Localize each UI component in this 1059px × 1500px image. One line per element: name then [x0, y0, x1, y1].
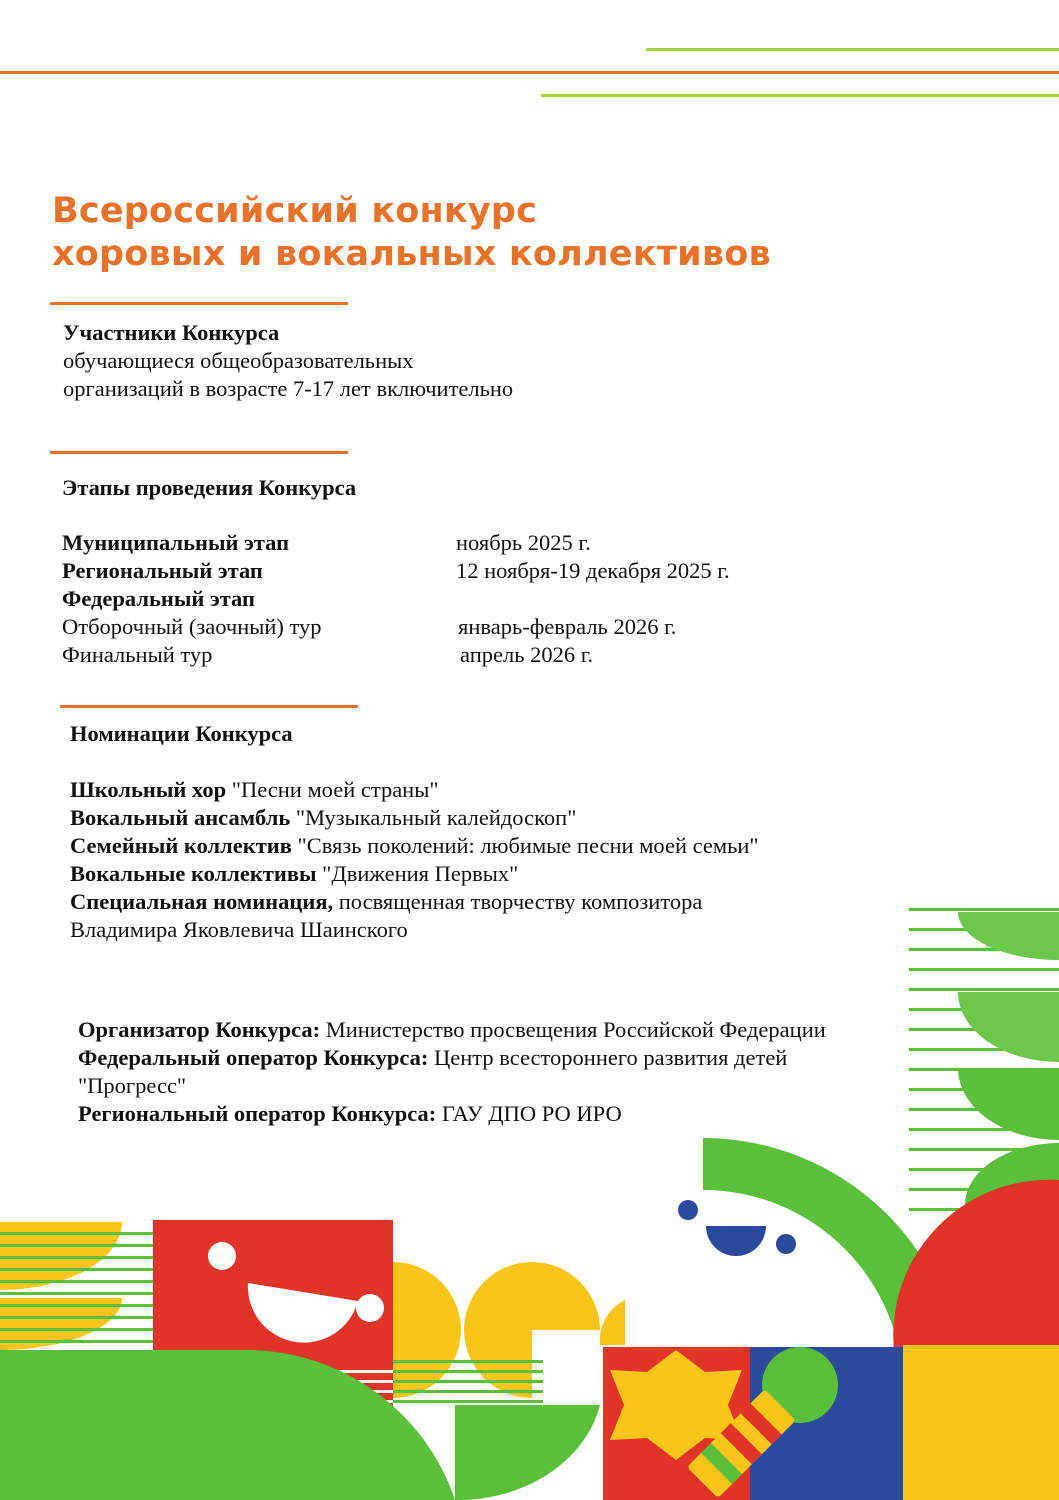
nomination-item	[70, 888, 759, 916]
page-title	[52, 190, 771, 276]
stage-label-selection: Отборочный (заочный) тур	[62, 614, 322, 639]
nomination-subtitle: посвященная творчеству композитора	[333, 889, 703, 914]
nomination-subtitle: "Музыкальный калейдоскоп"	[290, 805, 577, 830]
federal-operator-continuation: "Прогресс"	[78, 1073, 187, 1098]
section-divider-stages	[50, 451, 348, 454]
section-divider-participants	[50, 302, 348, 305]
stage-date-regional: 12 ноября-19 декабря 2025 г.	[456, 558, 730, 583]
organizers-section	[78, 1016, 826, 1128]
top-accent-line-green-2	[541, 94, 1059, 97]
stage-label-regional: Региональный этап	[62, 558, 263, 583]
stage-label-final: Финальный тур	[62, 642, 213, 667]
nomination-subtitle: "Песни моей страны"	[226, 777, 439, 802]
nomination-item	[70, 860, 759, 888]
nomination-title: Школьный хор	[70, 777, 227, 802]
right-stripes	[909, 908, 1059, 1211]
federal-operator-value: Центр всестороннего развития детей	[428, 1045, 788, 1070]
nominations-heading: Номинации Конкурса	[70, 721, 293, 746]
nomination-title: Семейный коллектив	[70, 833, 292, 858]
nomination-item	[70, 832, 759, 860]
participants-line-2: организаций в возрасте 7-17 лет включительно	[63, 376, 514, 401]
nomination-continuation: Владимира Яковлевича Шаинского	[70, 917, 408, 942]
regional-operator-row	[78, 1100, 826, 1128]
organizer-label: Организатор Конкурса:	[78, 1017, 321, 1042]
organizer-row	[78, 1016, 826, 1044]
nomination-subtitle: "Движения Первых"	[316, 861, 519, 886]
organizer-value: Министерство просвещения Российской Федерации	[320, 1017, 826, 1042]
title-line-1: Всероссийский конкурс	[52, 191, 538, 231]
stage-date-municipal: ноябрь 2025 г.	[456, 530, 591, 555]
stage-label-municipal: Муниципальный этап	[62, 530, 290, 555]
regional-operator-value: ГАУ ДПО РО ИРО	[436, 1101, 622, 1126]
top-accent-line-green-1	[646, 48, 1059, 51]
section-divider-nominations	[60, 705, 358, 708]
nomination-title: Вокальные коллективы	[70, 861, 317, 886]
participants-section	[63, 319, 513, 403]
stage-date-selection: январь-февраль 2026 г.	[458, 614, 677, 639]
nomination-title: Вокальный ансамбль	[70, 805, 291, 830]
title-line-2: хоровых и вокальных коллективов	[52, 234, 771, 274]
nomination-subtitle: "Связь поколений: любимые песни моей семьи"	[291, 833, 759, 858]
regional-operator-label: Региональный оператор Конкурса:	[78, 1101, 437, 1126]
stages-heading: Этапы проведения Конкурса	[62, 475, 357, 500]
nomination-item	[70, 776, 759, 804]
nomination-title: Специальная номинация,	[70, 889, 334, 914]
participants-line-1: обучающиеся общеобразовательных	[63, 348, 414, 373]
stage-date-final: апрель 2026 г.	[460, 642, 594, 667]
participants-heading: Участники Конкурса	[63, 320, 280, 345]
stage-label-federal: Федеральный этап	[62, 586, 255, 611]
nominations-list	[70, 776, 759, 944]
nomination-item	[70, 804, 759, 832]
federal-operator-label: Федеральный оператор Конкурса:	[78, 1045, 429, 1070]
federal-operator-row	[78, 1044, 826, 1072]
top-accent-line-orange	[0, 71, 1059, 74]
